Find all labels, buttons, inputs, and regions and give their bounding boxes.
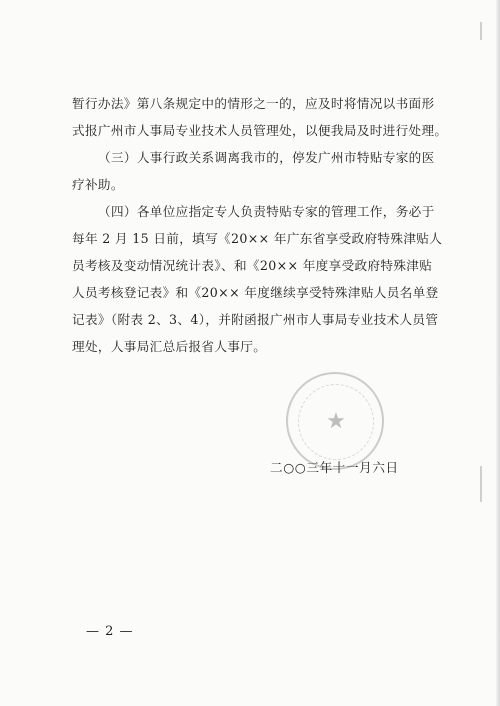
text-line: 人员考核登记表》和《20×× 年度继续享受特殊津贴人员名单登 (72, 285, 439, 300)
document-date: 二○○三年十一月六日 (270, 460, 399, 475)
text-line: 式报广州市人事局专业技术人员管理处，以便我局及时进行处理。 (72, 123, 448, 138)
text-line: 暂行办法》第八条规定中的情形之一的，应及时将情况以书面形 (72, 96, 435, 111)
text-line: 疗补助。 (72, 177, 124, 192)
text-line: （四）各单位应指定专人负责特贴专家的管理工作，务必于 (98, 204, 435, 219)
text-line: 员考核及变动情况统计表》、和《20×× 年度享受政府特殊津贴 (72, 258, 433, 273)
body-text (72, 90, 448, 360)
text-line: （三）人事行政关系调离我市的，停发广州市特贴专家的医 (98, 150, 435, 165)
text-line: 理处，人事局汇总后报省人事厅。 (72, 339, 267, 354)
scan-mark (480, 466, 482, 502)
seal-star-icon: ★ (326, 409, 346, 434)
scan-edge (496, 0, 500, 706)
text-line: 记表》（附表 2、3、4），并附函报广州市人事局专业技术人员管 (72, 312, 439, 327)
text-line: 每年 2 月 15 日前，填写《20×× 年广东省享受政府特殊津贴人 (72, 231, 443, 246)
page-number: — 2 — (86, 624, 134, 639)
official-seal-stamp (286, 372, 384, 470)
scan-mark (480, 22, 482, 40)
